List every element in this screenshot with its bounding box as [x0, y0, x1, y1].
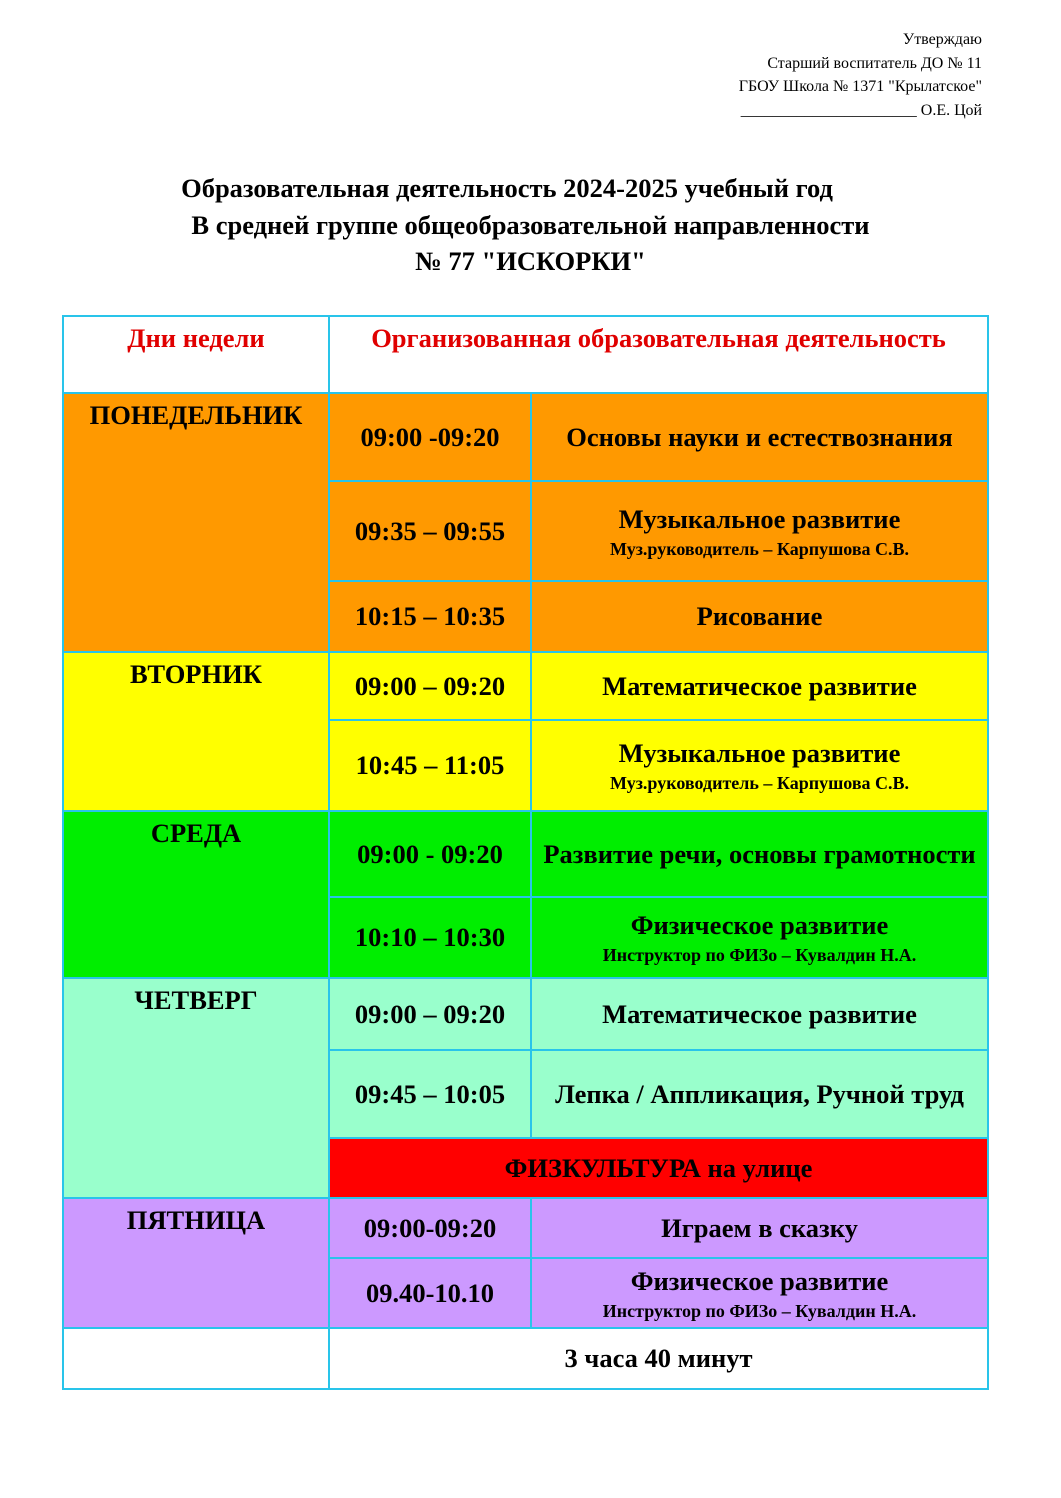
approval-line-school: ГБОУ Школа № 1371 "Крылатское" [738, 78, 982, 95]
document-title [0, 170, 1061, 280]
day-wednesday: СРЕДА [63, 811, 329, 978]
table-row [63, 978, 988, 1050]
time-cell: 09:00 – 09:20 [329, 978, 531, 1050]
activity-note: Муз.руководитель – Карпушова С.В. [609, 538, 910, 559]
activity-cell [531, 481, 988, 581]
activity-cell: Математическое развитие [531, 652, 988, 720]
activity-cell [531, 1258, 988, 1328]
header-days: Дни недели [63, 316, 329, 393]
outdoor-pe-cell: ФИЗКУЛЬТУРА на улице [329, 1138, 988, 1198]
activity-title: Музыкальное развитие [618, 503, 901, 534]
activity-cell: Лепка / Аппликация, Ручной труд [531, 1050, 988, 1138]
approval-block [739, 28, 982, 122]
time-cell: 09.40-10.10 [329, 1258, 531, 1328]
time-cell: 09:00 – 09:20 [329, 652, 531, 720]
day-thursday: ЧЕТВЕРГ [63, 978, 329, 1198]
activity-note: Инструктор по ФИЗо – Кувалдин Н.А. [602, 945, 917, 965]
time-cell: 10:15 – 10:35 [329, 581, 531, 652]
activity-cell [531, 720, 988, 811]
total-cell: 3 часа 40 минут [329, 1328, 988, 1389]
table-header-row [63, 316, 988, 393]
time-cell: 09:45 – 10:05 [329, 1050, 531, 1138]
approval-line-position: Старший воспитатель ДО № 11 [767, 54, 982, 72]
header-activity: Организованная образовательная деятельность [329, 316, 988, 393]
activity-cell: Играем в сказку [531, 1198, 988, 1258]
table-row [63, 393, 988, 481]
day-tuesday: ВТОРНИК [63, 652, 329, 811]
schedule-table [62, 315, 989, 1390]
activity-cell: Развитие речи, основы грамотности [531, 811, 988, 897]
day-monday: ПОНЕДЕЛЬНИК [63, 393, 329, 652]
activity-title: Физическое развитие [630, 1265, 889, 1296]
time-cell: 10:10 – 10:30 [329, 897, 531, 978]
activity-cell: Рисование [531, 581, 988, 652]
time-cell: 10:45 – 11:05 [329, 720, 531, 811]
table-row [63, 652, 988, 720]
total-row [63, 1328, 988, 1389]
time-cell: 09:00-09:20 [329, 1198, 531, 1258]
activity-cell: Математическое развитие [531, 978, 988, 1050]
activity-note: Муз.руководитель – Карпушова С.В. [609, 773, 910, 793]
table-row [63, 1198, 988, 1258]
time-cell: 09:00 - 09:20 [329, 811, 531, 897]
title-line-3: № 77 "ИСКОРКИ" [415, 246, 646, 276]
table-row [63, 811, 988, 897]
time-cell: 09:35 – 09:55 [329, 481, 531, 581]
activity-cell [531, 897, 988, 978]
approval-line-signature: ______________________ О.Е. Цой [740, 101, 982, 119]
activity-cell: Основы науки и естествознания [531, 393, 988, 481]
total-empty-cell [63, 1328, 329, 1389]
approval-line-approve: Утверждаю [902, 31, 982, 48]
activity-title: Физическое развитие [630, 910, 889, 940]
activity-note: Инструктор по ФИЗо – Кувалдин Н.А. [602, 1300, 917, 1321]
day-friday: ПЯТНИЦА [63, 1198, 329, 1328]
title-line-2: В средней группе общеобразовательной направленности [191, 209, 870, 240]
time-cell: 09:00 -09:20 [329, 393, 531, 481]
activity-title: Музыкальное развитие [618, 738, 901, 768]
title-line-1: Образовательная деятельность 2024-2025 учебный год [181, 173, 833, 203]
